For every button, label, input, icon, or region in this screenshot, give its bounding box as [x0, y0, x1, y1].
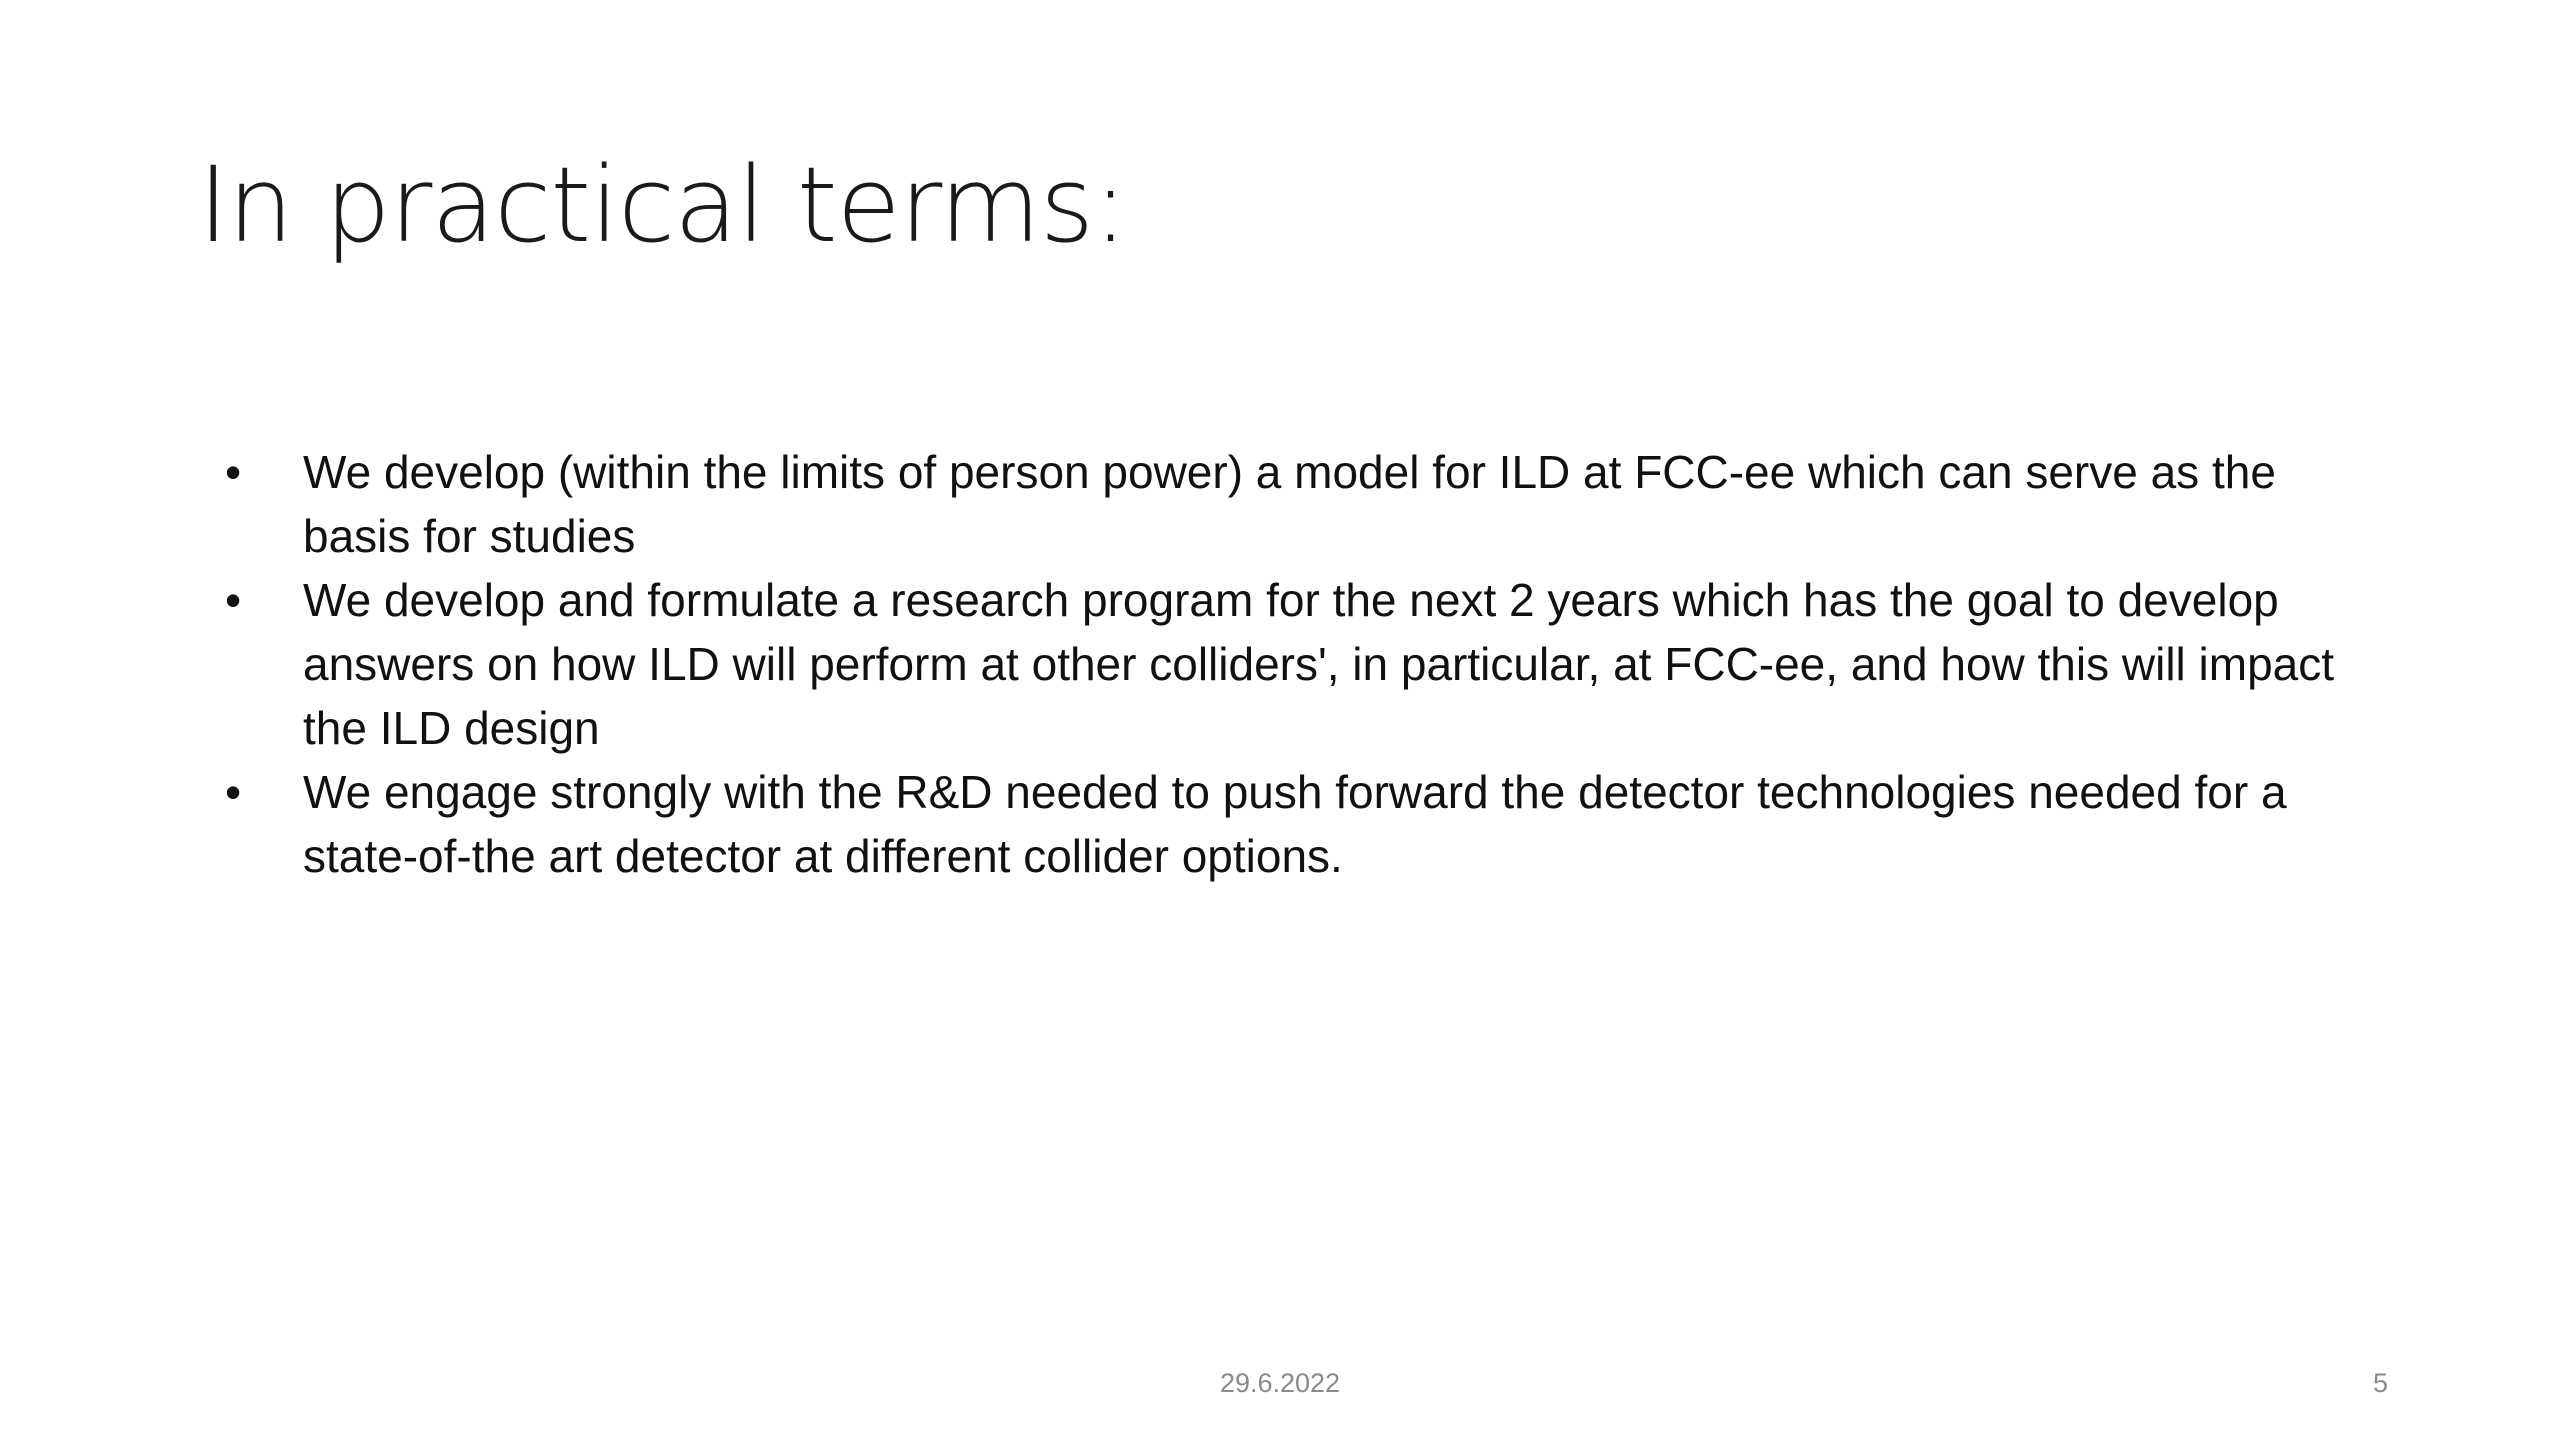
bullet-list: [225, 440, 2375, 888]
footer-date: 29.6.2022: [1219, 1368, 1341, 1398]
slide-title: In practical terms:: [198, 144, 1128, 266]
bullet-text: We engage strongly with the R&D needed to push forward the detector technologies needed for a state-of-the art detector at different collider options.: [303, 766, 2287, 882]
bullet-icon: •: [225, 574, 242, 626]
bullet-item-2: [225, 568, 2375, 760]
bullet-item-3: [225, 760, 2375, 888]
bullet-item-1: [225, 440, 2375, 568]
bullet-icon: •: [225, 766, 242, 818]
bullet-text: We develop and formulate a research program for the next 2 years which has the goal to develop answers on how ILD will perform at other colliders', in particular, at FCC-ee, and how this will impact the ILD design: [303, 574, 2335, 754]
page-number: 5: [2372, 1368, 2388, 1398]
bullet-text: We develop (within the limits of person power) a model for ILD at FCC-ee which can serve as the basis for studies: [303, 446, 2276, 562]
bullet-icon: •: [225, 446, 242, 498]
